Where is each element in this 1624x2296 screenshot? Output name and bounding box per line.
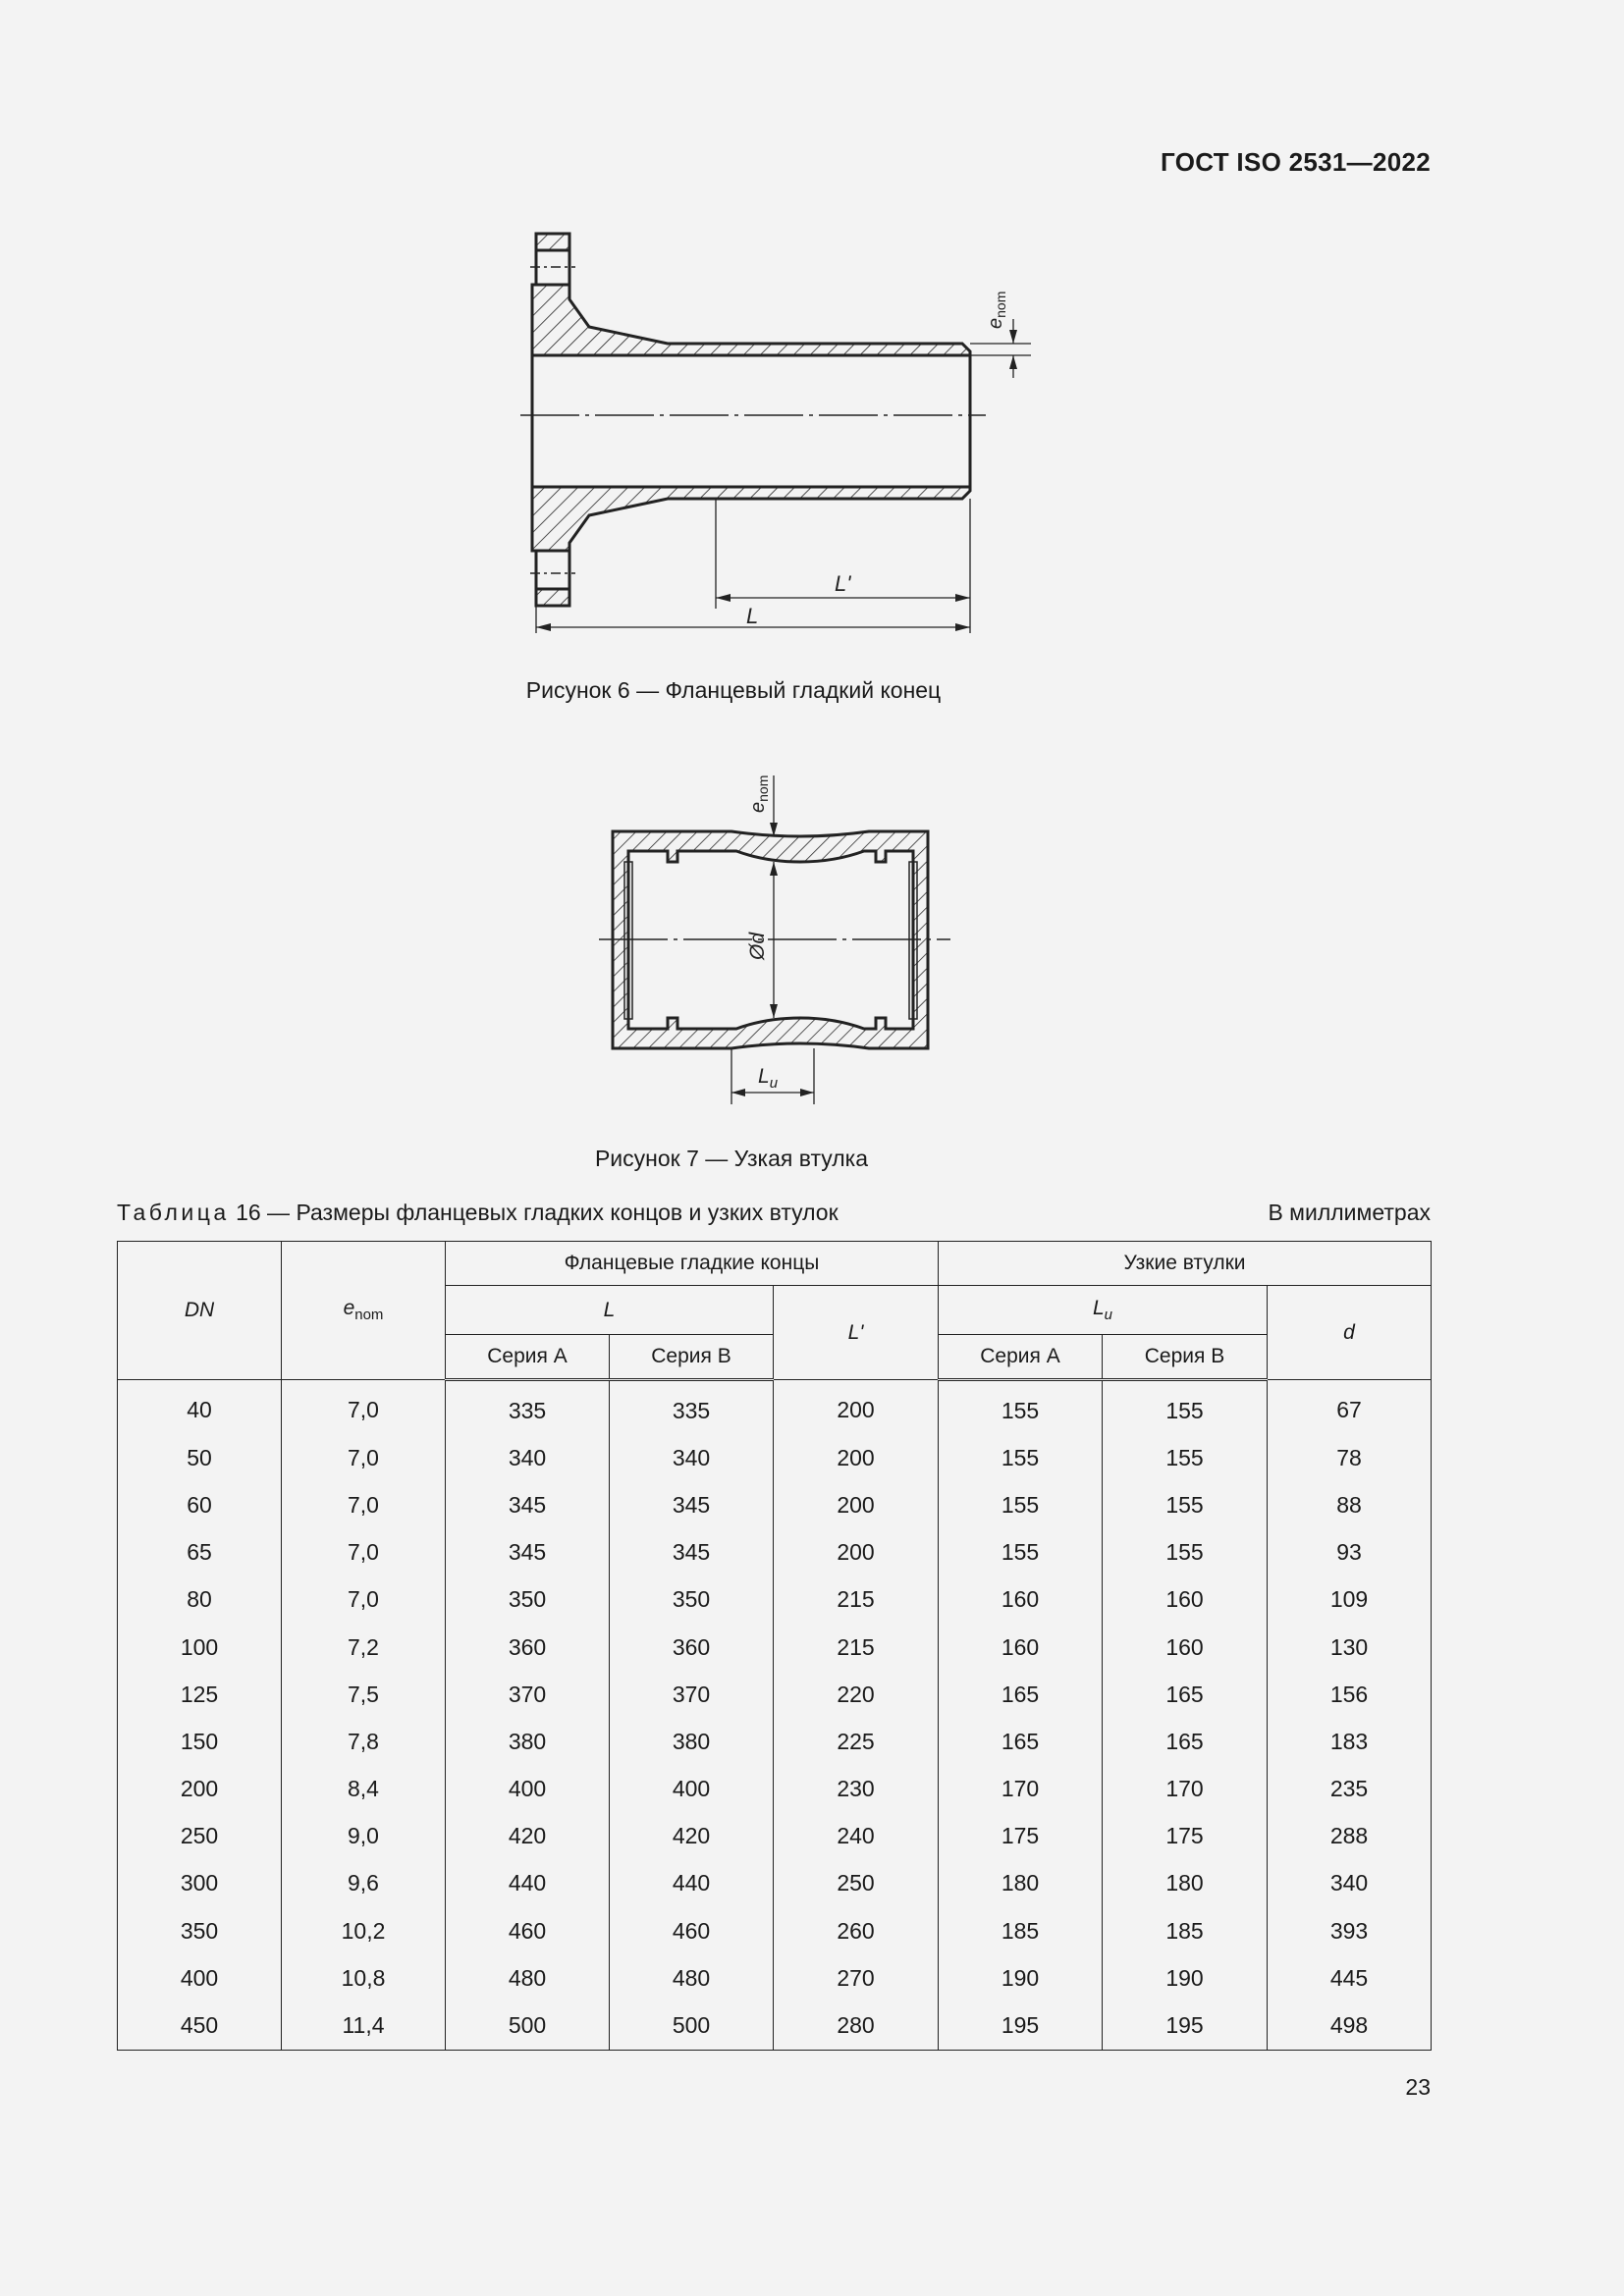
table-cell: 155	[939, 1380, 1103, 1435]
table-cell: 200	[118, 1766, 282, 1813]
table-row	[118, 2002, 1432, 2050]
table-cell: 345	[446, 1481, 610, 1528]
header-d: d	[1268, 1286, 1432, 1380]
table-row	[118, 1624, 1432, 1671]
table-cell: 260	[774, 1907, 939, 1954]
table-cell: 360	[610, 1624, 774, 1671]
table-title	[117, 1200, 839, 1226]
table-cell: 190	[939, 1954, 1103, 2002]
table-cell: 180	[939, 1860, 1103, 1907]
table-cell: 155	[1103, 1380, 1268, 1435]
table-cell: 270	[774, 1954, 939, 2002]
table-units: В миллиметрах	[1268, 1200, 1431, 1225]
table-cell: 288	[1268, 1813, 1432, 1860]
table-cell: 93	[1268, 1529, 1432, 1576]
table-cell: 10,2	[282, 1907, 446, 1954]
table-cell: 7,8	[282, 1718, 446, 1765]
dimensions-table	[117, 1241, 1432, 2051]
table-cell: 480	[446, 1954, 610, 2002]
table-cell: 420	[610, 1813, 774, 1860]
table-cell: 215	[774, 1624, 939, 1671]
table-row	[118, 1380, 1432, 1435]
table-cell: 370	[610, 1671, 774, 1718]
table-cell: 280	[774, 2002, 939, 2050]
table-cell: 185	[939, 1907, 1103, 1954]
table-cell: 160	[1103, 1624, 1268, 1671]
table-cell: 165	[939, 1718, 1103, 1765]
header-lu: $L_u$	[939, 1286, 1268, 1335]
table-cell: 460	[610, 1907, 774, 1954]
table-cell: 10,8	[282, 1954, 446, 2002]
table-cell: 200	[774, 1481, 939, 1528]
table-cell: 9,6	[282, 1860, 446, 1907]
table-cell: 500	[446, 2002, 610, 2050]
table-cell: 400	[610, 1766, 774, 1813]
table-body	[118, 1380, 1432, 2051]
figure-7-drawing	[589, 756, 972, 1114]
table-cell: 500	[610, 2002, 774, 2050]
table-cell: 420	[446, 1813, 610, 1860]
table-cell: 7,0	[282, 1529, 446, 1576]
table-cell: 11,4	[282, 2002, 446, 2050]
table-cell: 109	[1268, 1576, 1432, 1624]
table-cell: 370	[446, 1671, 610, 1718]
table-cell: 240	[774, 1813, 939, 1860]
table-cell: 170	[939, 1766, 1103, 1813]
table-cell: 100	[118, 1624, 282, 1671]
table-row	[118, 1529, 1432, 1576]
table-cell: 180	[1103, 1860, 1268, 1907]
table-cell: 220	[774, 1671, 939, 1718]
table-cell: 88	[1268, 1481, 1432, 1528]
fig7-d-label: Ød	[746, 932, 769, 960]
table-cell: 150	[118, 1718, 282, 1765]
table-cell: 183	[1268, 1718, 1432, 1765]
table-cell: 156	[1268, 1671, 1432, 1718]
table-cell: 160	[939, 1624, 1103, 1671]
table-cell: 125	[118, 1671, 282, 1718]
header-dn: DN	[118, 1242, 282, 1380]
table-cell: 8,4	[282, 1766, 446, 1813]
table-cell: 195	[939, 2002, 1103, 2050]
table-cell: 480	[610, 1954, 774, 2002]
table-cell: 190	[1103, 1954, 1268, 2002]
table-cell: 50	[118, 1434, 282, 1481]
figure-6-drawing	[511, 221, 1041, 653]
table-cell: 498	[1268, 2002, 1432, 2050]
table-cell: 60	[118, 1481, 282, 1528]
table-cell: 340	[610, 1434, 774, 1481]
table-cell: 165	[1103, 1718, 1268, 1765]
standard-designation: ГОСТ ISO 2531—2022	[1161, 147, 1431, 177]
table-cell: 345	[610, 1529, 774, 1576]
header-l: L	[446, 1286, 774, 1335]
table-cell: 300	[118, 1860, 282, 1907]
table-cell: 160	[1103, 1576, 1268, 1624]
table-cell: 7,0	[282, 1434, 446, 1481]
table-cell: 215	[774, 1576, 939, 1624]
header-lu-series-b: Серия В	[1103, 1335, 1268, 1380]
table-cell: 400	[118, 1954, 282, 2002]
table-row	[118, 1860, 1432, 1907]
header-narrow-collars: Узкие втулки	[939, 1242, 1432, 1286]
table-cell: 250	[118, 1813, 282, 1860]
table-cell: 65	[118, 1529, 282, 1576]
table-cell: 155	[939, 1434, 1103, 1481]
table-title-prefix: Таблица	[117, 1200, 230, 1225]
table-cell: 7,5	[282, 1671, 446, 1718]
table-cell: 230	[774, 1766, 939, 1813]
table-cell: 165	[939, 1671, 1103, 1718]
table-cell: 7,0	[282, 1380, 446, 1435]
table-cell: 185	[1103, 1907, 1268, 1954]
table-cell: 460	[446, 1907, 610, 1954]
table-cell: 155	[1103, 1529, 1268, 1576]
table-cell: 335	[446, 1380, 610, 1435]
header-l-series-a: Серия А	[446, 1335, 610, 1380]
table-cell: 155	[939, 1529, 1103, 1576]
page-number: 23	[1405, 2074, 1431, 2100]
fig7-lu-label: $L_u$	[758, 1065, 779, 1092]
table-cell: 350	[610, 1576, 774, 1624]
table-cell: 360	[446, 1624, 610, 1671]
table-cell: 155	[1103, 1481, 1268, 1528]
table-cell: 350	[446, 1576, 610, 1624]
table-cell: 393	[1268, 1907, 1432, 1954]
table-row	[118, 1434, 1432, 1481]
table-cell: 380	[610, 1718, 774, 1765]
header-lu-series-a: Серия А	[939, 1335, 1103, 1380]
table-cell: 250	[774, 1860, 939, 1907]
table-row	[118, 1813, 1432, 1860]
table-cell: 175	[1103, 1813, 1268, 1860]
header-flanged-spigots: Фланцевые гладкие концы	[446, 1242, 939, 1286]
table-cell: 335	[610, 1380, 774, 1435]
table-cell: 9,0	[282, 1813, 446, 1860]
table-row	[118, 1718, 1432, 1765]
header-e-nom: $e_{nom}$	[282, 1242, 446, 1380]
table-title-text: 16 — Размеры фланцевых гладких концов и узких втулок	[236, 1200, 839, 1225]
table-cell: 445	[1268, 1954, 1432, 2002]
table-cell: 345	[446, 1529, 610, 1576]
table-cell: 340	[1268, 1860, 1432, 1907]
table-cell: 195	[1103, 2002, 1268, 2050]
figure-6-caption: Рисунок 6 — Фланцевый гладкий конец	[525, 677, 942, 703]
table-cell: 175	[939, 1813, 1103, 1860]
table-cell: 345	[610, 1481, 774, 1528]
figure-7-caption: Рисунок 7 — Узкая втулка	[594, 1146, 869, 1171]
table-cell: 80	[118, 1576, 282, 1624]
table-cell: 67	[1268, 1380, 1432, 1435]
table-cell: 170	[1103, 1766, 1268, 1813]
table-cell: 340	[446, 1434, 610, 1481]
table-row	[118, 1907, 1432, 1954]
table-cell: 200	[774, 1380, 939, 1435]
fig6-l-label: L	[746, 604, 759, 628]
header-l-prime: L'	[774, 1286, 939, 1380]
table-row	[118, 1671, 1432, 1718]
table-cell: 440	[610, 1860, 774, 1907]
table-row	[118, 1766, 1432, 1813]
table-cell: 7,2	[282, 1624, 446, 1671]
table-cell: 350	[118, 1907, 282, 1954]
table-cell: 155	[1103, 1434, 1268, 1481]
table-row	[118, 1481, 1432, 1528]
table-cell: 380	[446, 1718, 610, 1765]
table-cell: 155	[939, 1481, 1103, 1528]
table-row	[118, 1576, 1432, 1624]
table-cell: 40	[118, 1380, 282, 1435]
fig6-lprime-label: L'	[835, 571, 851, 596]
table-cell: 200	[774, 1529, 939, 1576]
fig6-e-label: $e_{nom}$	[985, 291, 1008, 329]
table-cell: 78	[1268, 1434, 1432, 1481]
table-cell: 165	[1103, 1671, 1268, 1718]
table-row	[118, 1954, 1432, 2002]
table-cell: 160	[939, 1576, 1103, 1624]
table-cell: 130	[1268, 1624, 1432, 1671]
table-cell: 400	[446, 1766, 610, 1813]
table-cell: 225	[774, 1718, 939, 1765]
table-cell: 235	[1268, 1766, 1432, 1813]
table-cell: 7,0	[282, 1576, 446, 1624]
table-cell: 450	[118, 2002, 282, 2050]
table-cell: 7,0	[282, 1481, 446, 1528]
table-cell: 200	[774, 1434, 939, 1481]
header-l-series-b: Серия В	[610, 1335, 774, 1380]
fig7-e-label: $e_{nom}$	[747, 774, 771, 813]
table-cell: 440	[446, 1860, 610, 1907]
